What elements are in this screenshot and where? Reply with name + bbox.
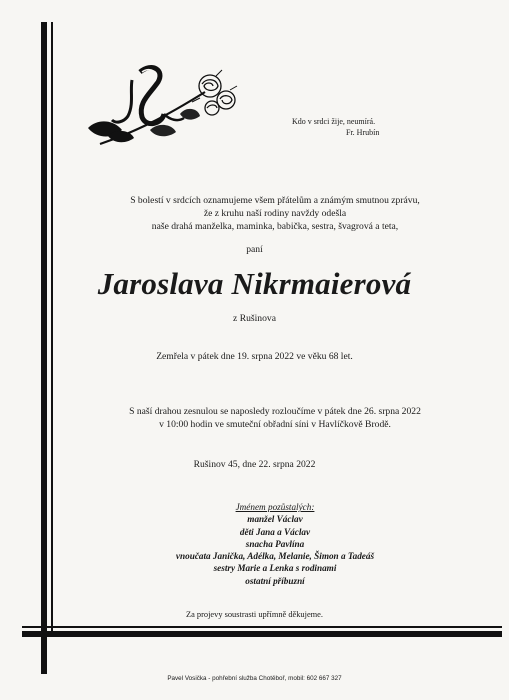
thanks-note: Za projevy soustrasti upřímně děkujeme. — [186, 610, 323, 619]
intro-line-1: S bolestí v srdcích oznamujeme všem přátelům a známým smutnou zprávu, — [130, 195, 420, 206]
motto-author: Fr. Hrubín — [346, 128, 380, 137]
frame-vertical-thin-bar — [51, 22, 53, 632]
mourners-heading: Jménem pozůstalých: — [235, 502, 315, 512]
deceased-origin: z Rušinova — [233, 313, 276, 324]
farewell-line-1: S naší drahou zesnulou se naposledy rozloučíme v pátek dne 26. srpna 2022 — [129, 406, 421, 417]
funeral-service-footer: Pavel Vosička - pohřební služba Chotěboř, mobil: 602 667 327 — [167, 675, 342, 682]
motto-quote — [292, 116, 379, 138]
intro-line-2: že z kruhu naší rodiny navždy odešla — [203, 208, 347, 219]
frame-horizontal-thin-bar — [22, 626, 502, 628]
rose-with-ribbon-icon — [80, 62, 245, 157]
frame-horizontal-thick-bar — [22, 631, 502, 637]
motto-line: Kdo v srdci žije, neumírá. — [292, 117, 376, 126]
mourner-line: snacha Pavlína — [245, 538, 305, 549]
mourner-line: vnoučata Janička, Adélka, Melanie, Šimon a Tadeáš — [175, 551, 375, 562]
death-notice: Zemřela v pátek dne 19. srpna 2022 ve věku 68 let. — [156, 351, 353, 362]
mourner-line: sestry Marie a Lenka s rodinami — [213, 563, 337, 574]
mourner-line: ostatní příbuzní — [245, 575, 305, 586]
farewell-line-2: v 10:00 hodin ve smuteční obřadní síni v Havlíčkově Brodě. — [159, 419, 391, 430]
deceased-name: Jaroslava Nikrmaierová — [97, 266, 412, 301]
announcement-intro — [70, 194, 480, 233]
place-and-date: Rušinov 45, dne 22. srpna 2022 — [193, 459, 316, 470]
mourner-line: manžel Václav — [247, 514, 303, 525]
mourners-list — [70, 501, 480, 587]
funeral-details — [70, 405, 480, 431]
frame-vertical-thick-bar — [41, 22, 47, 674]
honorific: paní — [246, 244, 263, 255]
mourner-line: děti Jana a Václav — [239, 526, 311, 537]
intro-line-3: naše drahá manželka, maminka, babička, sestra, švagrová a teta, — [151, 221, 399, 232]
